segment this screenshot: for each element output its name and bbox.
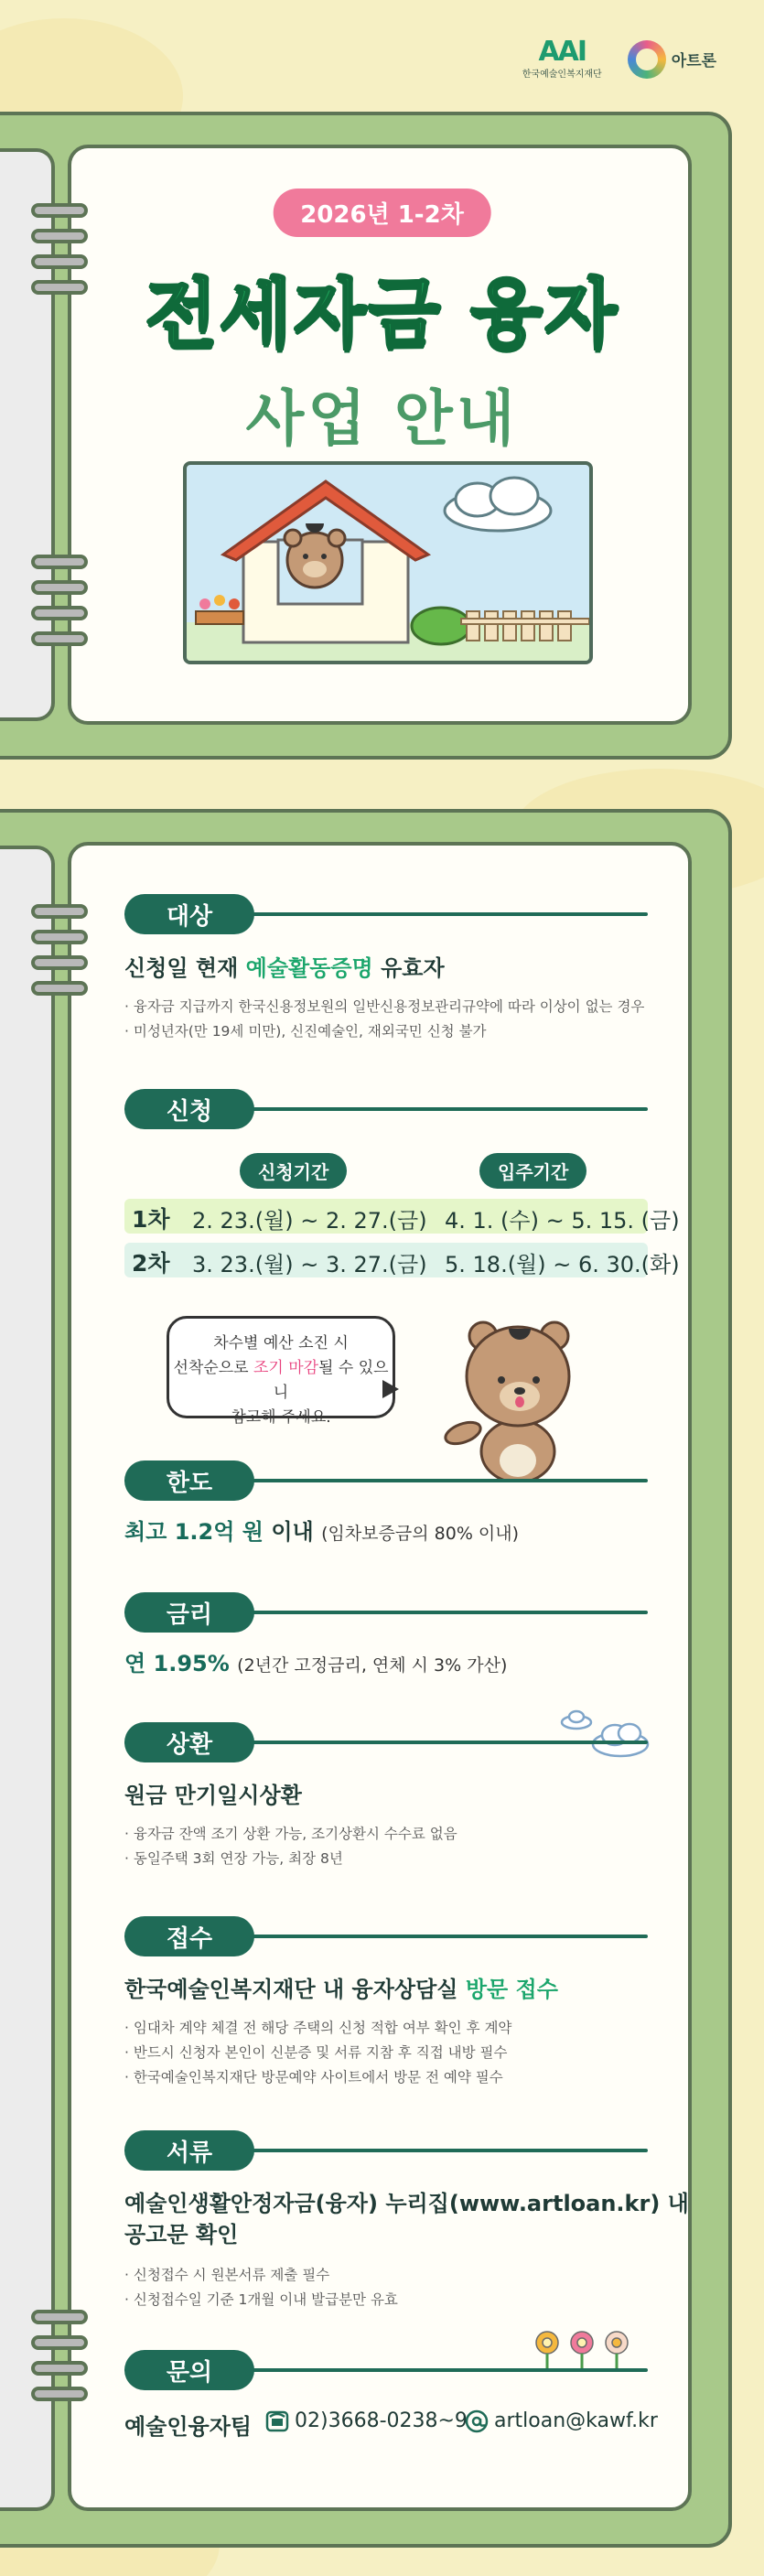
target-note: · 융자금 지급까지 한국신용정보원의 일반신용정보관리규약에 따라 이상이 없는 경우 bbox=[124, 996, 644, 1016]
move-in-period-header: 입주기간 bbox=[479, 1153, 586, 1189]
binder-ring bbox=[31, 930, 88, 944]
docs-note: · 신청접수일 기준 1개월 이내 발급분만 유효 bbox=[124, 2289, 398, 2309]
cloud-icon bbox=[445, 478, 551, 531]
limit-main bbox=[124, 1514, 519, 1546]
kawf-logo-text: 한국예술인복지재단 bbox=[522, 70, 602, 80]
info-rings-bottom bbox=[31, 2310, 88, 2401]
receipt-main-prefix: 한국예술인복지재단 내 융자상담실 bbox=[124, 1977, 466, 2002]
section-label-apply: 신청 bbox=[124, 1089, 254, 1129]
docs-main-line1: 예술인생활안정자금(융자) 누리집(www.artloan.kr) 내 bbox=[124, 2191, 689, 2216]
binder-ring bbox=[31, 229, 88, 243]
kawf-logo-mark: AAI bbox=[538, 36, 586, 68]
binder-ring bbox=[31, 555, 88, 569]
docs-main-line2: 공고문 확인 bbox=[124, 2222, 239, 2247]
speech-bubble-tail bbox=[382, 1380, 399, 1398]
section-label-target: 대상 bbox=[124, 894, 254, 934]
receipt-note: · 임대차 계약 체결 전 해당 주택의 신청 적합 여부 확인 후 계약 bbox=[124, 2017, 511, 2037]
rate-value: 연 1.95% bbox=[124, 1651, 230, 1676]
binder-ring bbox=[31, 955, 88, 970]
binder-ring bbox=[31, 606, 88, 620]
receipt-main-highlight: 방문 접수 bbox=[465, 1977, 558, 2002]
bubble-text: 선착순으로 bbox=[173, 1359, 253, 1377]
round-label: 1차 bbox=[132, 1206, 170, 1233]
artloan-logo-text: 아트론 bbox=[671, 52, 716, 70]
page-subtitle: 사업 안내 bbox=[245, 383, 519, 454]
round-apply-period: 3. 23.(월) ~ 3. 27.(금) bbox=[192, 1252, 427, 1277]
binder-ring bbox=[31, 580, 88, 595]
phone-icon bbox=[265, 2410, 289, 2432]
apply-period-header: 신청기간 bbox=[240, 1153, 347, 1189]
receipt-note: · 반드시 신청자 본인이 신분증 및 서류 지참 후 직접 내방 필수 bbox=[124, 2042, 507, 2062]
bubble-line: 참고해 주세요. bbox=[231, 1408, 331, 1427]
bear-character bbox=[437, 1296, 584, 1479]
artloan-logo bbox=[628, 40, 716, 79]
section-label-docs: 서류 bbox=[124, 2130, 254, 2171]
round-apply-period: 2. 23.(월) ~ 2. 27.(금) bbox=[192, 1208, 427, 1234]
page-title: 전세자금 융자 bbox=[145, 271, 619, 358]
rate-main bbox=[124, 1645, 507, 1677]
info-left-sheet bbox=[0, 846, 55, 2511]
binder-ring bbox=[31, 631, 88, 646]
limit-suffix: 이내 bbox=[263, 1519, 314, 1545]
kawf-logo bbox=[522, 38, 602, 80]
house-scene-svg bbox=[187, 465, 593, 664]
email-icon bbox=[465, 2409, 489, 2433]
round-label: 2차 bbox=[132, 1250, 170, 1277]
year-badge: 2026년 1-2차 bbox=[273, 189, 491, 237]
limit-sub: (임차보증금의 80% 이내) bbox=[321, 1524, 520, 1544]
info-rings-top bbox=[31, 904, 88, 996]
receipt-note: · 한국예술인복지재단 방문예약 사이트에서 방문 전 예약 필수 bbox=[124, 2066, 503, 2086]
cloud-icon bbox=[556, 1704, 653, 1761]
contact-email[interactable]: artloan@kawf.kr bbox=[494, 2409, 658, 2432]
section-label-contact: 문의 bbox=[124, 2350, 254, 2390]
target-main-prefix: 신청일 현재 bbox=[124, 955, 246, 981]
round-move-period: 5. 18.(월) ~ 6. 30.(화) bbox=[445, 1252, 680, 1277]
bubble-line bbox=[169, 1356, 393, 1406]
header-logos bbox=[522, 38, 716, 80]
hero-rings-bottom bbox=[31, 555, 88, 646]
docs-note: · 신청접수 시 원본서류 제출 필수 bbox=[124, 2264, 329, 2284]
binder-ring bbox=[31, 203, 88, 218]
contact-team: 예술인융자팀 bbox=[124, 2414, 253, 2440]
house-illustration bbox=[183, 461, 593, 664]
rate-sub: (2년간 고정금리, 연체 시 3% 가산) bbox=[237, 1655, 508, 1676]
bubble-text: 될 수 있으니 bbox=[273, 1359, 389, 1402]
target-main bbox=[124, 950, 445, 982]
binder-ring bbox=[31, 981, 88, 996]
section-label-repay: 상환 bbox=[124, 1722, 254, 1762]
binder-ring bbox=[31, 904, 88, 919]
binder-ring bbox=[31, 2335, 88, 2350]
section-label-receipt: 접수 bbox=[124, 1916, 254, 1956]
binder-ring bbox=[31, 2361, 88, 2376]
section-label-rate: 금리 bbox=[124, 1592, 254, 1633]
artloan-logo-mark bbox=[628, 40, 666, 79]
repay-note: · 동일주택 3회 연장 가능, 최장 8년 bbox=[124, 1848, 343, 1868]
round-move-period: 4. 1. (수) ~ 5. 15. (금) bbox=[445, 1208, 680, 1234]
repay-main: 원금 만기일시상환 bbox=[124, 1783, 302, 1808]
target-main-suffix: 유효자 bbox=[372, 955, 445, 981]
binder-ring bbox=[31, 2310, 88, 2324]
target-main-highlight: 예술활동증명 bbox=[245, 955, 373, 981]
speech-bubble bbox=[167, 1316, 395, 1427]
limit-amount: 최고 1.2억 원 bbox=[124, 1519, 264, 1545]
binder-ring bbox=[31, 2387, 88, 2401]
target-note: · 미성년자(만 19세 미만), 신진예술인, 재외국민 신청 불가 bbox=[124, 1020, 487, 1040]
contact-phone[interactable]: 02)3668-0238~9 bbox=[295, 2409, 468, 2432]
repay-note: · 융자금 잔액 조기 상환 가능, 조기상환시 수수료 없음 bbox=[124, 1823, 457, 1843]
flowers-decoration bbox=[529, 2324, 639, 2370]
bubble-line: 차수별 예산 소진 시 bbox=[213, 1334, 349, 1353]
bubble-highlight: 조기 마감 bbox=[253, 1359, 319, 1377]
receipt-main bbox=[124, 1971, 558, 2003]
section-label-limit: 한도 bbox=[124, 1460, 254, 1501]
